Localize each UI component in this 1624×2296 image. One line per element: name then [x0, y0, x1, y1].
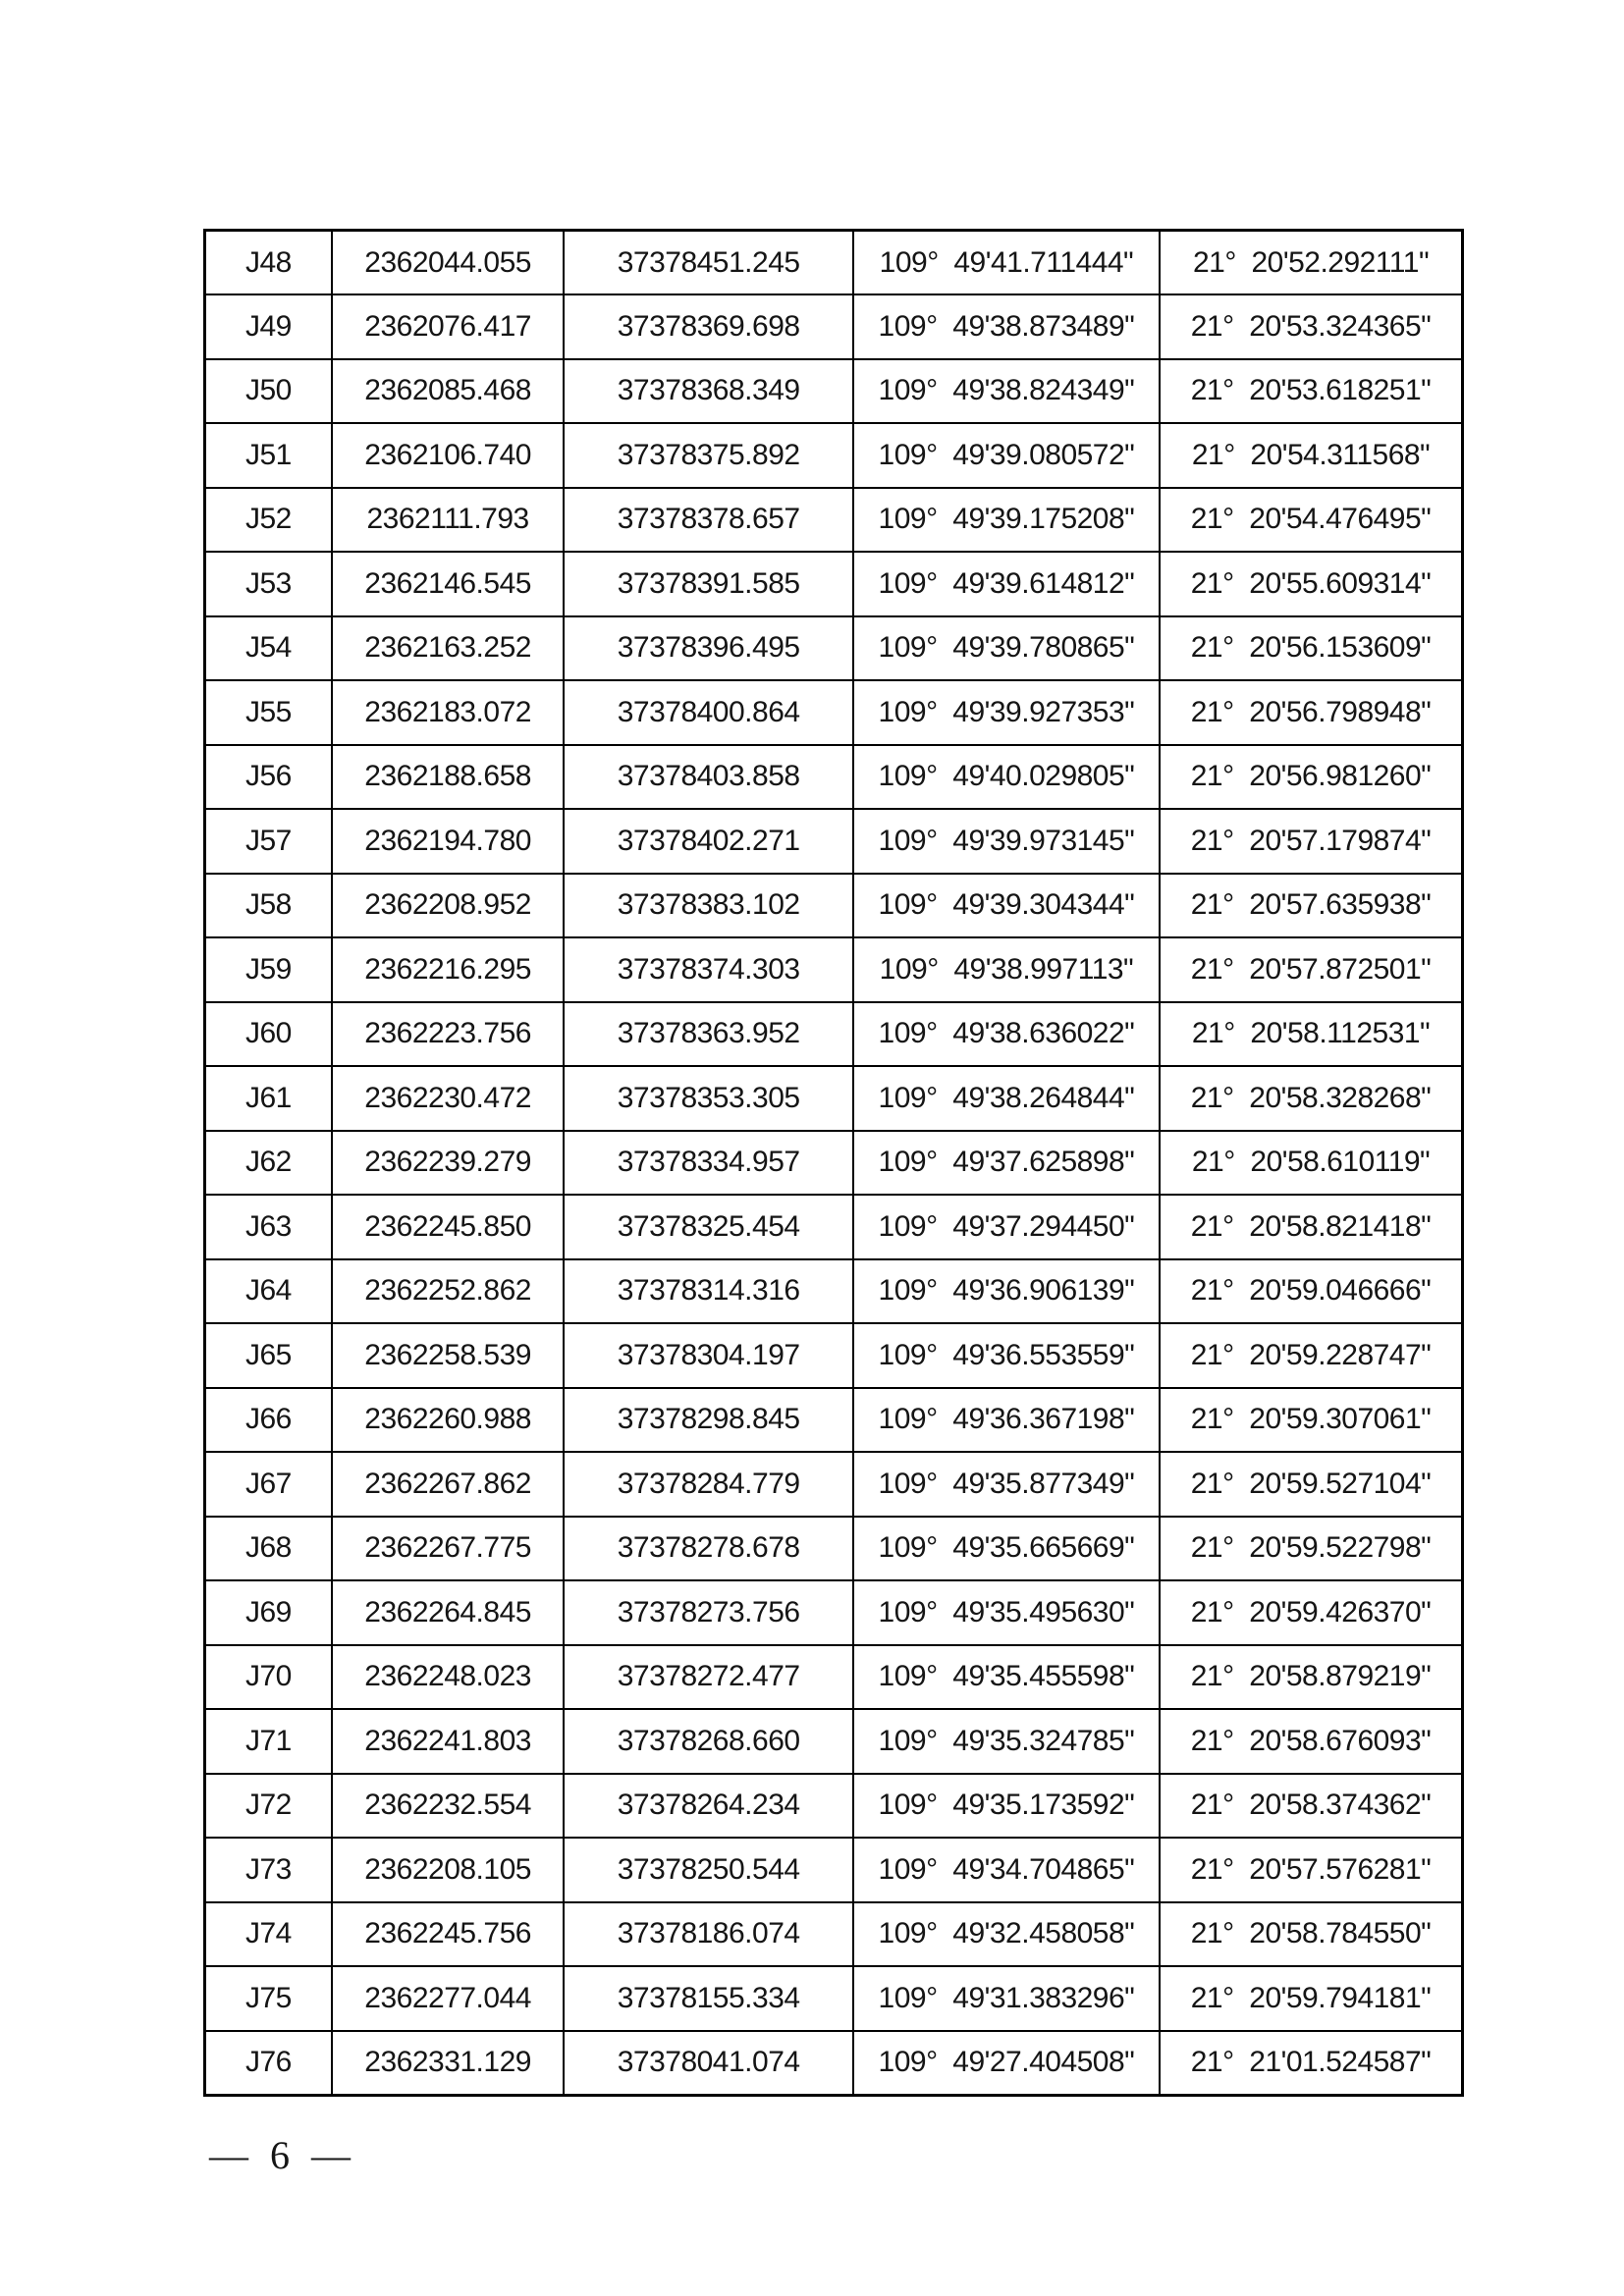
point-id-cell: J55	[205, 680, 332, 745]
x-coordinate-cell: 2362267.862	[332, 1452, 565, 1517]
latitude-cell: 21° 20'58.112531"	[1160, 1002, 1462, 1067]
table-row	[205, 1774, 1463, 1839]
longitude-cell: 109° 49'38.997113"	[853, 937, 1160, 1002]
point-id-cell: J59	[205, 937, 332, 1002]
x-coordinate-cell: 2362277.044	[332, 1966, 565, 2031]
latitude-cell: 21° 20'54.476495"	[1160, 488, 1462, 553]
point-id-cell: J61	[205, 1066, 332, 1131]
y-coordinate-cell: 37378402.271	[564, 809, 852, 874]
table-row	[205, 488, 1463, 553]
table-row	[205, 1452, 1463, 1517]
x-coordinate-cell: 2362111.793	[332, 488, 565, 553]
longitude-cell: 109° 49'35.455598"	[853, 1645, 1160, 1710]
y-coordinate-cell: 37378374.303	[564, 937, 852, 1002]
point-id-cell: J64	[205, 1259, 332, 1324]
point-id-cell: J65	[205, 1323, 332, 1388]
latitude-cell: 21° 20'54.311568"	[1160, 423, 1462, 488]
longitude-cell: 109° 49'36.367198"	[853, 1388, 1160, 1453]
point-id-cell: J63	[205, 1195, 332, 1259]
point-id-cell: J68	[205, 1517, 332, 1581]
latitude-cell: 21° 20'59.794181"	[1160, 1966, 1462, 2031]
latitude-cell: 21° 21'01.524587"	[1160, 2031, 1462, 2096]
longitude-cell: 109° 49'34.704865"	[853, 1838, 1160, 1902]
table-row	[205, 294, 1463, 359]
longitude-cell: 109° 49'39.780865"	[853, 616, 1160, 681]
table-row	[205, 937, 1463, 1002]
point-id-cell: J56	[205, 745, 332, 810]
longitude-cell: 109° 49'36.906139"	[853, 1259, 1160, 1324]
longitude-cell: 109° 49'40.029805"	[853, 745, 1160, 810]
latitude-cell: 21° 20'59.046666"	[1160, 1259, 1462, 1324]
x-coordinate-cell: 2362106.740	[332, 423, 565, 488]
x-coordinate-cell: 2362232.554	[332, 1774, 565, 1839]
latitude-cell: 21° 20'59.307061"	[1160, 1388, 1462, 1453]
y-coordinate-cell: 37378298.845	[564, 1388, 852, 1453]
point-id-cell: J73	[205, 1838, 332, 1902]
latitude-cell: 21° 20'56.798948"	[1160, 680, 1462, 745]
x-coordinate-cell: 2362208.105	[332, 1838, 565, 1902]
y-coordinate-cell: 37378375.892	[564, 423, 852, 488]
table-row	[205, 1066, 1463, 1131]
table-row	[205, 1966, 1463, 2031]
longitude-cell: 109° 49'35.324785"	[853, 1709, 1160, 1774]
point-id-cell: J58	[205, 874, 332, 938]
y-coordinate-cell: 37378391.585	[564, 552, 852, 616]
point-id-cell: J50	[205, 359, 332, 424]
latitude-cell: 21° 20'58.784550"	[1160, 1902, 1462, 1967]
y-coordinate-cell: 37378272.477	[564, 1645, 852, 1710]
y-coordinate-cell: 37378353.305	[564, 1066, 852, 1131]
y-coordinate-cell: 37378250.544	[564, 1838, 852, 1902]
table-row	[205, 2031, 1463, 2096]
y-coordinate-cell: 37378314.316	[564, 1259, 852, 1324]
x-coordinate-cell: 2362194.780	[332, 809, 565, 874]
point-id-cell: J69	[205, 1580, 332, 1645]
table-row	[205, 1002, 1463, 1067]
latitude-cell: 21° 20'58.374362"	[1160, 1774, 1462, 1839]
table-row	[205, 809, 1463, 874]
longitude-cell: 109° 49'37.294450"	[853, 1195, 1160, 1259]
point-id-cell: J57	[205, 809, 332, 874]
y-coordinate-cell: 37378155.334	[564, 1966, 852, 2031]
y-coordinate-cell: 37378186.074	[564, 1902, 852, 1967]
point-id-cell: J67	[205, 1452, 332, 1517]
table-row	[205, 1580, 1463, 1645]
longitude-cell: 109° 49'37.625898"	[853, 1131, 1160, 1196]
table-row	[205, 552, 1463, 616]
latitude-cell: 21° 20'59.527104"	[1160, 1452, 1462, 1517]
point-id-cell: J75	[205, 1966, 332, 2031]
x-coordinate-cell: 2362188.658	[332, 745, 565, 810]
latitude-cell: 21° 20'58.821418"	[1160, 1195, 1462, 1259]
latitude-cell: 21° 20'58.676093"	[1160, 1709, 1462, 1774]
x-coordinate-cell: 2362216.295	[332, 937, 565, 1002]
latitude-cell: 21° 20'56.981260"	[1160, 745, 1462, 810]
longitude-cell: 109° 49'39.175208"	[853, 488, 1160, 553]
y-coordinate-cell: 37378403.858	[564, 745, 852, 810]
point-id-cell: J49	[205, 294, 332, 359]
latitude-cell: 21° 20'58.879219"	[1160, 1645, 1462, 1710]
point-id-cell: J70	[205, 1645, 332, 1710]
point-id-cell: J71	[205, 1709, 332, 1774]
table-row	[205, 1259, 1463, 1324]
point-id-cell: J48	[205, 231, 332, 295]
y-coordinate-cell: 37378378.657	[564, 488, 852, 553]
x-coordinate-cell: 2362245.756	[332, 1902, 565, 1967]
longitude-cell: 109° 49'39.614812"	[853, 552, 1160, 616]
table-row	[205, 1838, 1463, 1902]
y-coordinate-cell: 37378278.678	[564, 1517, 852, 1581]
table-row	[205, 1323, 1463, 1388]
table-row	[205, 1709, 1463, 1774]
latitude-cell: 21° 20'58.328268"	[1160, 1066, 1462, 1131]
latitude-cell: 21° 20'53.618251"	[1160, 359, 1462, 424]
y-coordinate-cell: 37378334.957	[564, 1131, 852, 1196]
latitude-cell: 21° 20'59.522798"	[1160, 1517, 1462, 1581]
point-id-cell: J54	[205, 616, 332, 681]
longitude-cell: 109° 49'35.877349"	[853, 1452, 1160, 1517]
x-coordinate-cell: 2362264.845	[332, 1580, 565, 1645]
table-row	[205, 231, 1463, 295]
latitude-cell: 21° 20'57.576281"	[1160, 1838, 1462, 1902]
point-id-cell: J51	[205, 423, 332, 488]
x-coordinate-cell: 2362245.850	[332, 1195, 565, 1259]
y-coordinate-cell: 37378400.864	[564, 680, 852, 745]
table-row	[205, 1517, 1463, 1581]
latitude-cell: 21° 20'53.324365"	[1160, 294, 1462, 359]
x-coordinate-cell: 2362146.545	[332, 552, 565, 616]
table-row	[205, 1195, 1463, 1259]
point-id-cell: J52	[205, 488, 332, 553]
longitude-cell: 109° 49'36.553559"	[853, 1323, 1160, 1388]
latitude-cell: 21° 20'59.228747"	[1160, 1323, 1462, 1388]
page-number: — 6 —	[209, 2133, 356, 2177]
longitude-cell: 109° 49'27.404508"	[853, 2031, 1160, 2096]
table-row	[205, 423, 1463, 488]
x-coordinate-cell: 2362267.775	[332, 1517, 565, 1581]
longitude-cell: 109° 49'38.636022"	[853, 1002, 1160, 1067]
longitude-cell: 109° 49'32.458058"	[853, 1902, 1160, 1967]
y-coordinate-cell: 37378369.698	[564, 294, 852, 359]
coordinate-table-body	[205, 231, 1463, 2096]
latitude-cell: 21° 20'58.610119"	[1160, 1131, 1462, 1196]
longitude-cell: 109° 49'39.973145"	[853, 809, 1160, 874]
x-coordinate-cell: 2362208.952	[332, 874, 565, 938]
latitude-cell: 21° 20'57.635938"	[1160, 874, 1462, 938]
table-row	[205, 1388, 1463, 1453]
x-coordinate-cell: 2362252.862	[332, 1259, 565, 1324]
table-row	[205, 1131, 1463, 1196]
x-coordinate-cell: 2362223.756	[332, 1002, 565, 1067]
table-row	[205, 1645, 1463, 1710]
coordinate-table	[203, 229, 1464, 2097]
x-coordinate-cell: 2362183.072	[332, 680, 565, 745]
y-coordinate-cell: 37378383.102	[564, 874, 852, 938]
y-coordinate-cell: 37378451.245	[564, 231, 852, 295]
y-coordinate-cell: 37378284.779	[564, 1452, 852, 1517]
longitude-cell: 109° 49'38.264844"	[853, 1066, 1160, 1131]
latitude-cell: 21° 20'55.609314"	[1160, 552, 1462, 616]
y-coordinate-cell: 37378363.952	[564, 1002, 852, 1067]
table-row	[205, 1902, 1463, 1967]
x-coordinate-cell: 2362258.539	[332, 1323, 565, 1388]
x-coordinate-cell: 2362044.055	[332, 231, 565, 295]
y-coordinate-cell: 37378273.756	[564, 1580, 852, 1645]
y-coordinate-cell: 37378304.197	[564, 1323, 852, 1388]
x-coordinate-cell: 2362241.803	[332, 1709, 565, 1774]
longitude-cell: 109° 49'35.495630"	[853, 1580, 1160, 1645]
x-coordinate-cell: 2362260.988	[332, 1388, 565, 1453]
latitude-cell: 21° 20'57.872501"	[1160, 937, 1462, 1002]
y-coordinate-cell: 37378396.495	[564, 616, 852, 681]
table-row	[205, 745, 1463, 810]
longitude-cell: 109° 49'39.080572"	[853, 423, 1160, 488]
longitude-cell: 109° 49'38.873489"	[853, 294, 1160, 359]
longitude-cell: 109° 49'35.173592"	[853, 1774, 1160, 1839]
point-id-cell: J74	[205, 1902, 332, 1967]
longitude-cell: 109° 49'39.927353"	[853, 680, 1160, 745]
x-coordinate-cell: 2362248.023	[332, 1645, 565, 1710]
point-id-cell: J62	[205, 1131, 332, 1196]
x-coordinate-cell: 2362239.279	[332, 1131, 565, 1196]
latitude-cell: 21° 20'56.153609"	[1160, 616, 1462, 681]
x-coordinate-cell: 2362085.468	[332, 359, 565, 424]
y-coordinate-cell: 37378264.234	[564, 1774, 852, 1839]
point-id-cell: J66	[205, 1388, 332, 1453]
point-id-cell: J72	[205, 1774, 332, 1839]
point-id-cell: J76	[205, 2031, 332, 2096]
x-coordinate-cell: 2362163.252	[332, 616, 565, 681]
y-coordinate-cell: 37378368.349	[564, 359, 852, 424]
x-coordinate-cell: 2362230.472	[332, 1066, 565, 1131]
y-coordinate-cell: 37378325.454	[564, 1195, 852, 1259]
longitude-cell: 109° 49'35.665669"	[853, 1517, 1160, 1581]
x-coordinate-cell: 2362331.129	[332, 2031, 565, 2096]
table-row	[205, 874, 1463, 938]
table-row	[205, 359, 1463, 424]
point-id-cell: J53	[205, 552, 332, 616]
latitude-cell: 21° 20'52.292111"	[1160, 231, 1462, 295]
y-coordinate-cell: 37378268.660	[564, 1709, 852, 1774]
longitude-cell: 109° 49'41.711444"	[853, 231, 1160, 295]
latitude-cell: 21° 20'57.179874"	[1160, 809, 1462, 874]
longitude-cell: 109° 49'31.383296"	[853, 1966, 1160, 2031]
longitude-cell: 109° 49'39.304344"	[853, 874, 1160, 938]
table-row	[205, 680, 1463, 745]
table-row	[205, 616, 1463, 681]
latitude-cell: 21° 20'59.426370"	[1160, 1580, 1462, 1645]
longitude-cell: 109° 49'38.824349"	[853, 359, 1160, 424]
x-coordinate-cell: 2362076.417	[332, 294, 565, 359]
y-coordinate-cell: 37378041.074	[564, 2031, 852, 2096]
point-id-cell: J60	[205, 1002, 332, 1067]
